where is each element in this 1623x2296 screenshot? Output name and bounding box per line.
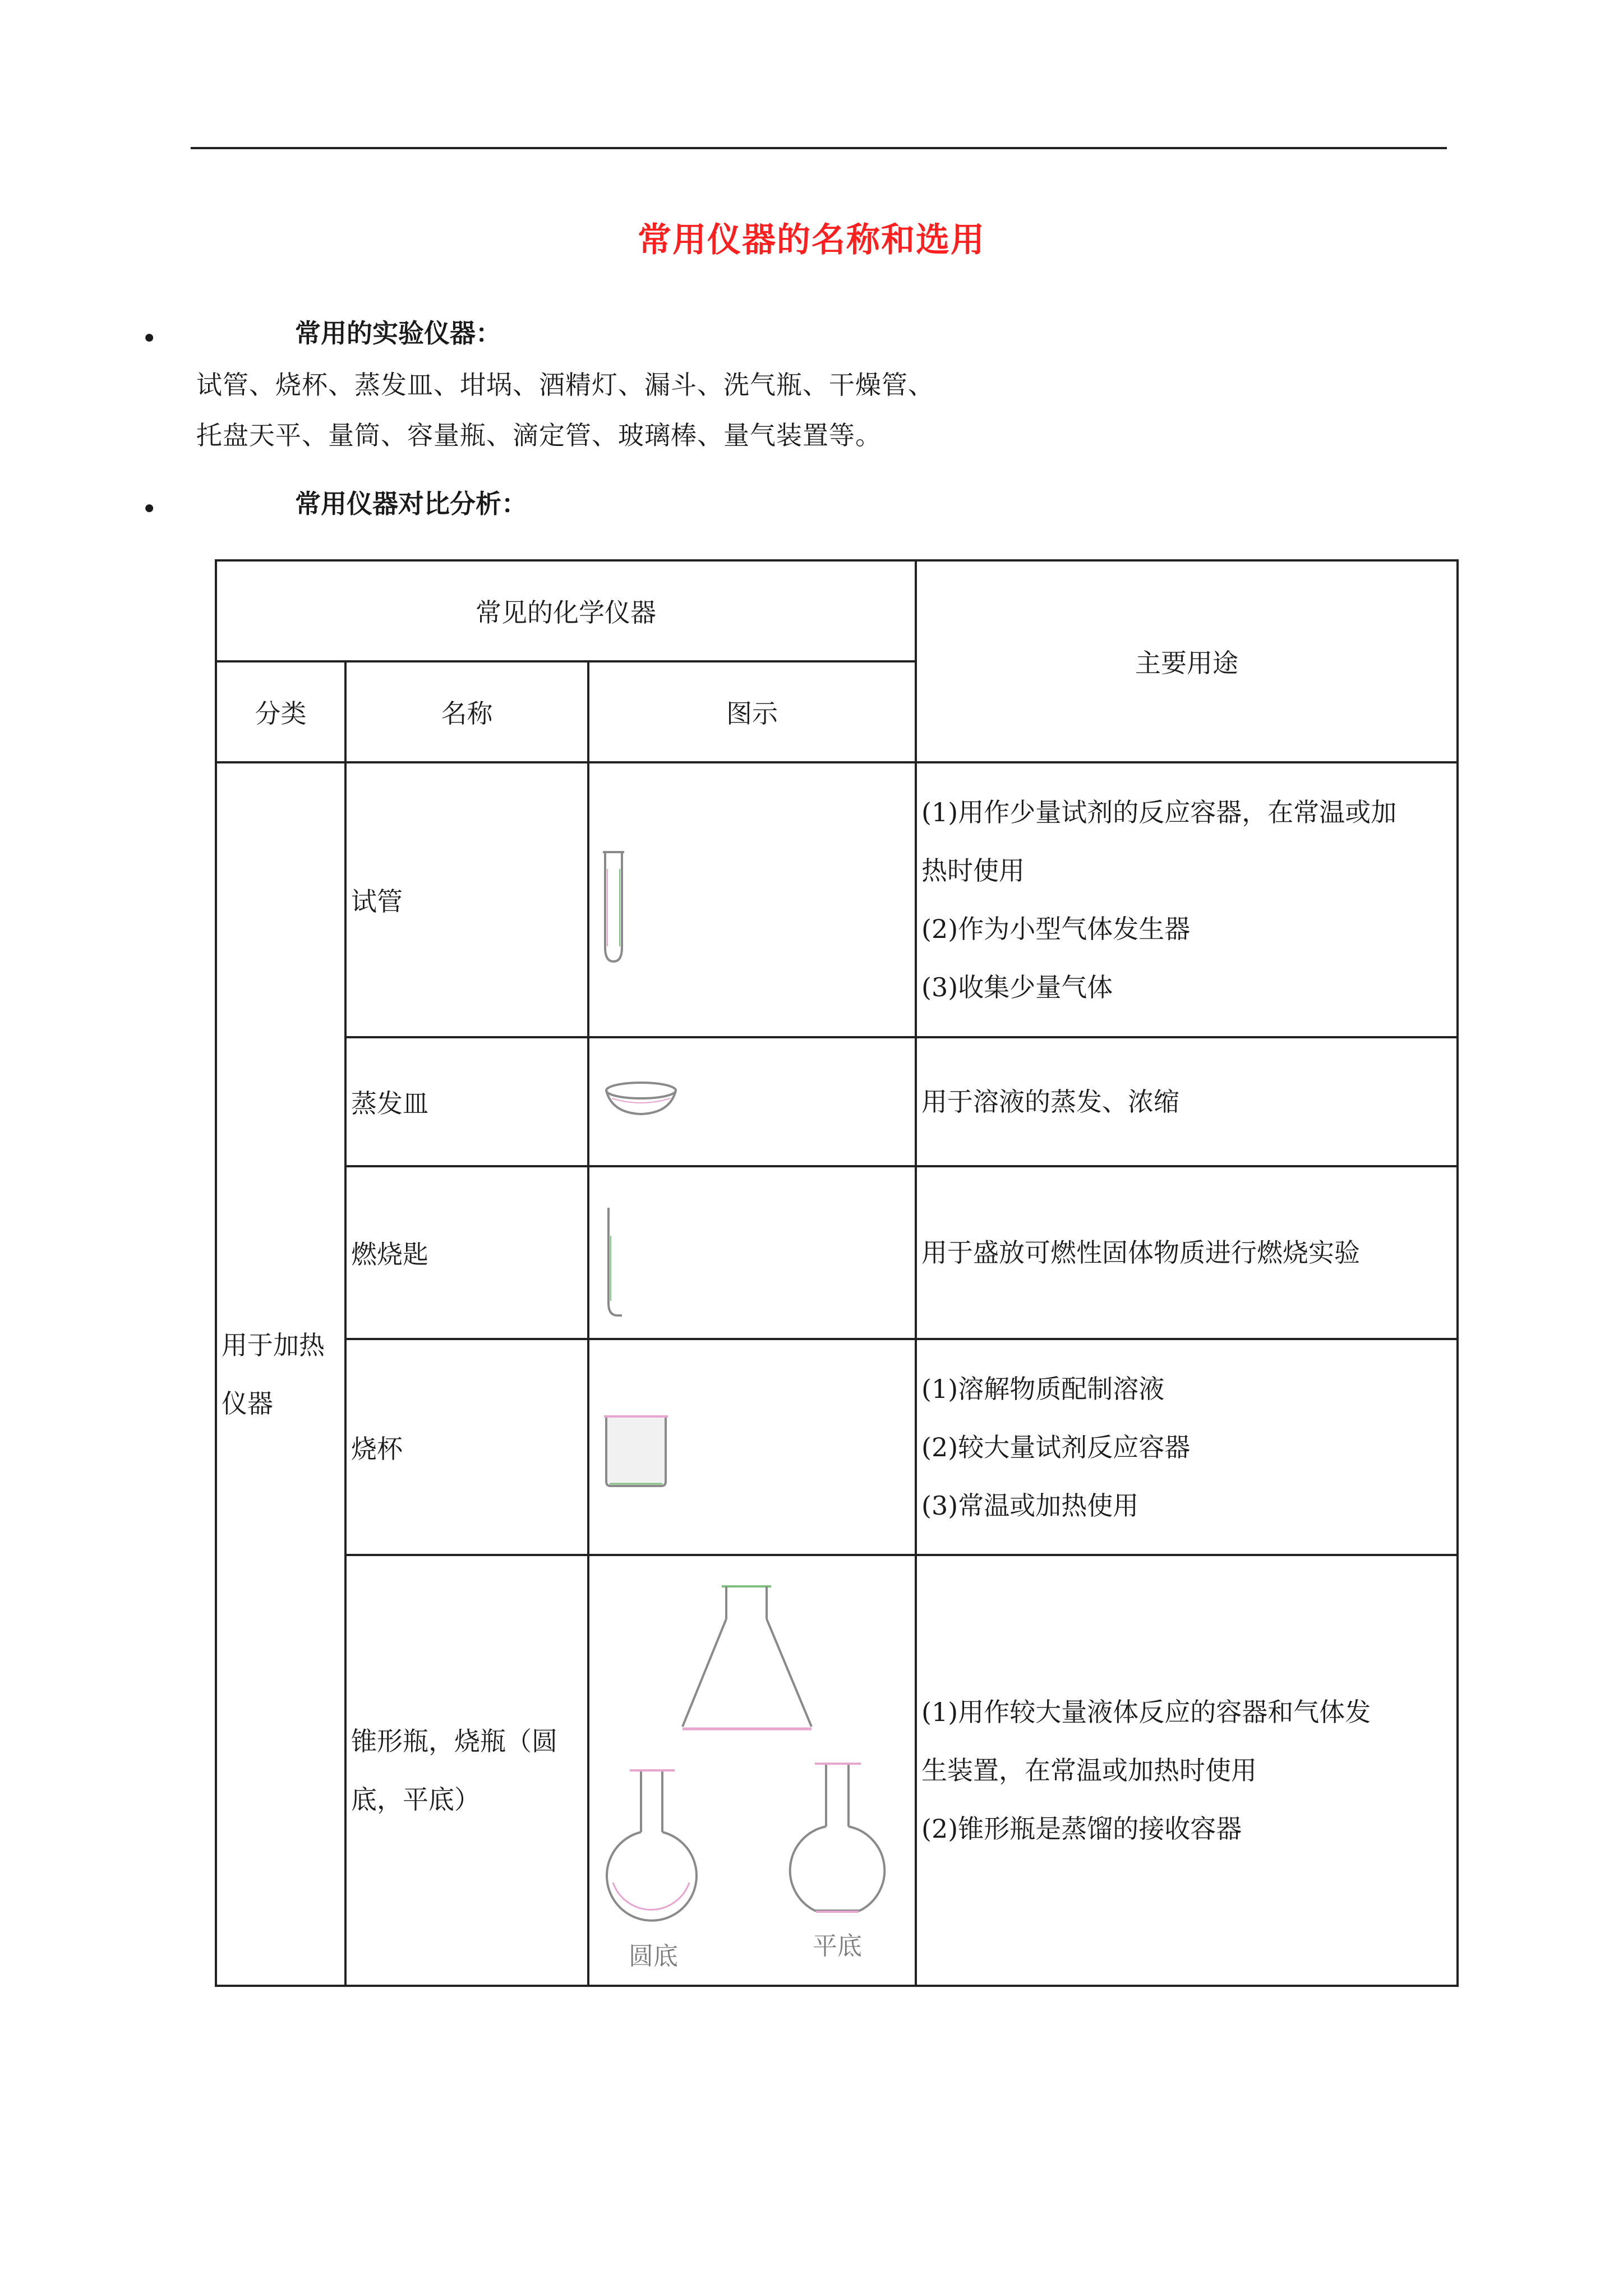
- category-label-line: 用于加热: [222, 1329, 325, 1360]
- header-use-cell: [916, 560, 1458, 762]
- instrument-name: 烧杯: [351, 1433, 403, 1464]
- header-name-cell: [345, 661, 588, 762]
- category-label-line: 仪器: [222, 1388, 273, 1419]
- page-title: 常用仪器的名称和选用: [638, 220, 985, 260]
- instrument-name: 燃烧匙: [351, 1239, 428, 1269]
- instrument-list-line-2: 托盘天平、量筒、容量瓶、滴定管、玻璃棒、量气装置等。: [196, 420, 882, 450]
- name-cell: [345, 1339, 588, 1555]
- flat-bottom-flask-icon: [790, 1764, 884, 1912]
- use-line: (2)较大量试剂反应容器: [921, 1432, 1191, 1462]
- use-cell: [916, 1555, 1458, 1986]
- flat-bottom-label: 平底: [813, 1932, 863, 1961]
- deflagrating-spoon-icon: [595, 1168, 909, 1337]
- header-figure-cell: [588, 661, 916, 762]
- name-cell: [345, 762, 588, 1037]
- name-cell: [345, 1166, 588, 1339]
- use-cell: [916, 1339, 1458, 1555]
- erlenmeyer-flask-icon: [683, 1586, 811, 1729]
- name-cell: [345, 1037, 588, 1166]
- section-heading-instruments: 常用的实验仪器：: [295, 318, 501, 348]
- header-group-cell: [216, 560, 916, 661]
- use-cell: [916, 762, 1458, 1037]
- instrument-list-line-1: 试管、烧杯、蒸发皿、坩埚、酒精灯、漏斗、洗气瓶、干燥管、: [196, 370, 934, 400]
- use-line: 热时使用: [921, 855, 1025, 886]
- beaker-icon: [595, 1343, 909, 1551]
- header-figure-label: 图示: [726, 698, 778, 729]
- header-category-cell: [216, 661, 345, 762]
- use-line: (3)收集少量气体: [921, 972, 1113, 1002]
- header-category-label: 分类: [255, 698, 307, 729]
- flasks-icon: [591, 1557, 914, 1984]
- header-use-label: 主要用途: [1135, 648, 1239, 678]
- instrument-name: 蒸发皿: [351, 1088, 428, 1119]
- test-tube-icon: [595, 768, 909, 1032]
- use-cell: [916, 1166, 1458, 1339]
- header-name-label: 名称: [441, 698, 493, 729]
- bullet-marker: •: [141, 323, 158, 355]
- use-line: (2)锥形瓶是蒸馏的接收容器: [921, 1814, 1242, 1844]
- instrument-name: 试管: [351, 886, 403, 917]
- instrument-name-line: 底，平底）: [351, 1784, 480, 1815]
- figure-cell: [588, 1339, 916, 1555]
- bullet-marker: •: [141, 494, 158, 525]
- use-line: (1)溶解物质配制溶液: [921, 1373, 1165, 1404]
- category-cell: [216, 762, 345, 1986]
- round-bottom-label: 圆底: [629, 1942, 679, 1971]
- round-bottom-flask-icon: [607, 1770, 697, 1921]
- header-rule: [191, 147, 1447, 149]
- instrument-name-line: 锥形瓶，烧瓶（圆: [351, 1726, 557, 1756]
- use-line: (1)用作较大量液体反应的容器和气体发: [921, 1697, 1371, 1727]
- header-group-label: 常见的化学仪器: [476, 597, 657, 628]
- evaporating-dish-icon: [595, 1040, 909, 1163]
- use-line: 用于盛放可燃性固体物质进行燃烧实验: [921, 1237, 1361, 1268]
- use-line: (3)常温或加热使用: [921, 1490, 1139, 1521]
- figure-cell: [588, 762, 916, 1037]
- use-cell: [916, 1037, 1458, 1166]
- figure-cell: [588, 1555, 916, 1986]
- section-heading-comparison: 常用仪器对比分析：: [295, 489, 527, 519]
- figure-cell: [588, 1037, 916, 1166]
- instrument-table: [215, 559, 1459, 1987]
- use-line: 用于溶液的蒸发、浓缩: [921, 1087, 1180, 1117]
- figure-cell: [588, 1166, 916, 1339]
- use-line: (1)用作少量试剂的反应容器，在常温或加: [921, 797, 1397, 827]
- use-line: (2)作为小型气体发生器: [921, 914, 1191, 944]
- name-cell: [345, 1555, 588, 1986]
- use-line: 生装置，在常温或加热时使用: [921, 1755, 1257, 1786]
